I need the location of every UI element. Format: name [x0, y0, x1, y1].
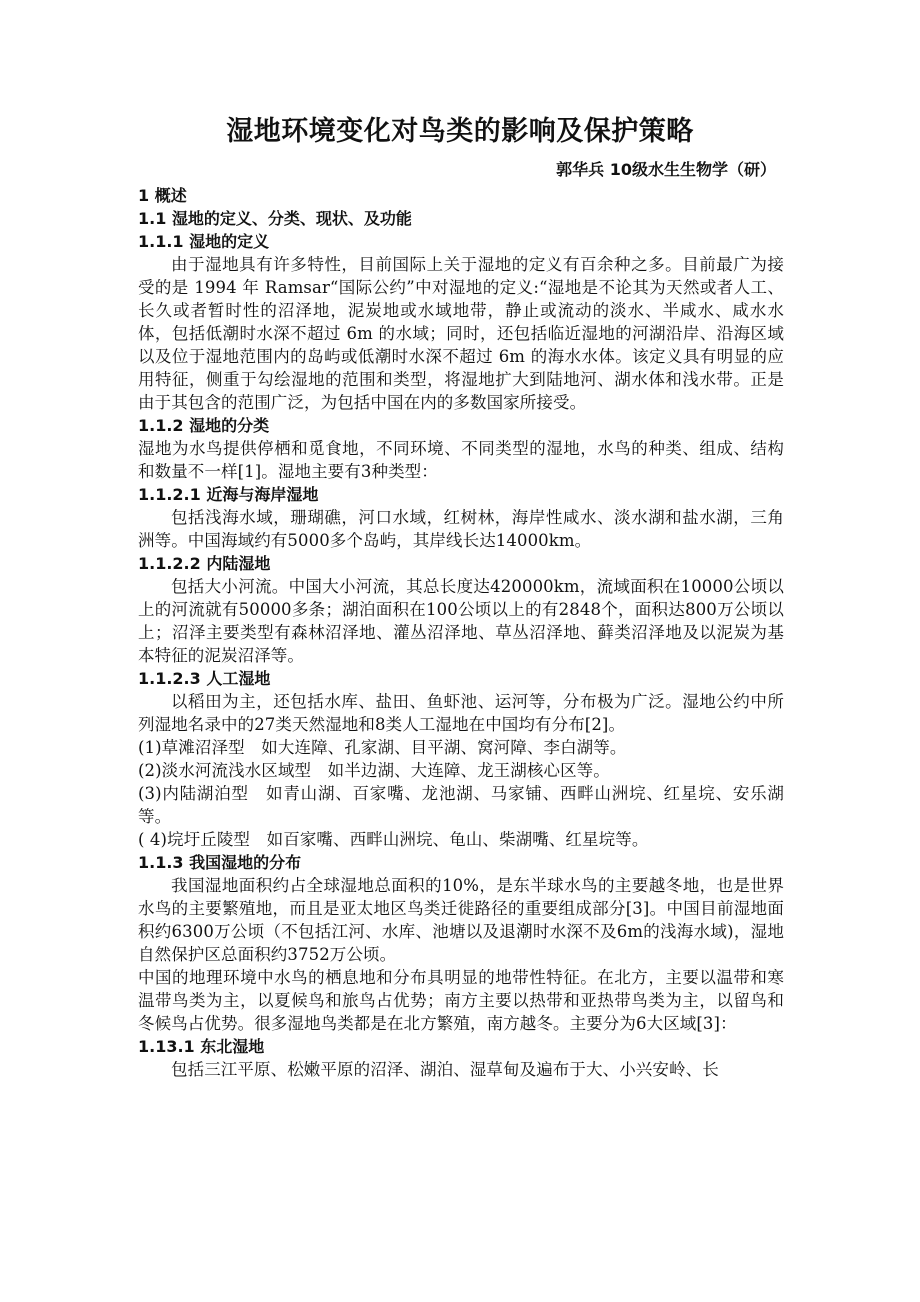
paragraph-inland-wetland: 包括大小河流。中国大小河流，其总长度达420000km，流域面积在10000公顷以上的河流就有50000多条；湖泊面积在100公顷以上的有2848个，面积达800万公顷以上；沼泽主要类型有森林沼泽地、灌丛沼泽地、草丛沼泽地、藓类沼泽地及以泥炭为基本特征的泥炭沼泽等。	[138, 577, 784, 665]
paragraph-artificial-wetland: 以稻田为主，还包括水库、盐田、鱼虾池、运河等，分布极为广泛。湿地公约中所列湿地名录中的27类天然湿地和8类人工湿地在中国均有分布[2]。	[138, 692, 784, 734]
paragraph-definition: 由于湿地具有许多特性，目前国际上关于湿地的定义有百余种之多。目前最广为接受的是 1994 年 Ramsar“国际公约”中对湿地的定义:“湿地是不论其为天然或者人工、长久或者暂时性的沼泽地，泥炭地或水域地带，静止或流动的淡水、半咸水、咸水水体，包括低潮时水深不超过 6m 的水域；同时，还包括临近湿地的河湖沿岸、沿海区域以及位于湿地范围内的岛屿或低潮时水深不超过 6m 的海水水体。该定义具有明显的应用特征，侧重于勾绘湿地的范围和类型，将湿地扩大到陆地河、湖水体和浅水带。正是由于其包含的范围广泛，为包括中国在内的多数国家所接受。	[138, 255, 784, 412]
list-item: (3)内陆湖泊型 如青山湖、百家嘴、龙池湖、马家铺、西畔山洲垸、红星垸、安乐湖等。	[138, 784, 784, 826]
document-body	[138, 184, 784, 1081]
document-title: 湿地环境变化对鸟类的影响及保护策略	[226, 116, 694, 147]
list-item: (1)草滩沼泽型 如大连障、孔家湖、目平湖、窝河障、李白湖等。	[138, 738, 627, 757]
paragraph-geography: 中国的地理环境中水鸟的栖息地和分布具明显的地带性特征。在北方，主要以温带和寒温带鸟类为主，以夏候鸟和旅鸟占优势；南方主要以热带和亚热带鸟类为主，以留鸟和冬候鸟占优势。很多湿地鸟类都是在北方繁殖，南方越冬。主要分为6大区域[3]：	[138, 968, 784, 1033]
paragraph-classification: 湿地为水鸟提供停栖和觅食地，不同环境、不同类型的湿地，水鸟的种类、组成、结构和数量不一样[1]。湿地主要有3种类型：	[138, 439, 784, 481]
paragraph-distribution: 我国湿地面积约占全球湿地总面积的10%，是东半球水鸟的主要越冬地，也是世界水鸟的主要繁殖地，而且是亚太地区鸟类迁徙路径的重要组成部分[3]。中国目前湿地面积约6300万公顷（不包括江河、水库、池塘以及退潮时水深不及6m的浅海水域)，湿地自然保护区总面积约3752万公顷。	[138, 876, 784, 964]
paragraph-coastal-wetland: 包括浅海水域，珊瑚礁，河口水域，红树林，海岸性咸水、淡水湖和盐水湖，三角洲等。中国海域约有5000多个岛屿，其岸线长达14000km。	[138, 508, 784, 550]
list-item: (2)淡水河流浅水区域型 如半边湖、大连障、龙王湖核心区等。	[138, 761, 610, 780]
heading-1-1-3: 1.1.3 我国湿地的分布	[138, 853, 302, 872]
heading-1: 1 概述	[138, 186, 187, 205]
heading-1-1-2-1: 1.1.2.1 近海与海岸湿地	[138, 485, 319, 504]
paragraph-northeast-wetland: 包括三江平原、松嫩平原的沼泽、湖泊、湿草甸及遍布于大、小兴安岭、长	[171, 1060, 719, 1079]
heading-1-1-1: 1.1.1 湿地的定义	[138, 232, 270, 251]
list-item: ( 4)垸圩丘陵型 如百家嘴、西畔山洲垸、龟山、柴湖嘴、红星垸等。	[138, 830, 649, 849]
heading-1-1-2-3: 1.1.2.3 人工湿地	[138, 669, 271, 688]
heading-1-1-2: 1.1.2 湿地的分类	[138, 416, 270, 435]
heading-1-13-1: 1.13.1 东北湿地	[138, 1037, 265, 1056]
heading-1-1: 1.1 湿地的定义、分类、现状、及功能	[138, 209, 412, 228]
heading-1-1-2-2: 1.1.2.2 内陆湿地	[138, 554, 271, 573]
author-line: 郭华兵 10级水生生物学（研）	[556, 160, 776, 179]
